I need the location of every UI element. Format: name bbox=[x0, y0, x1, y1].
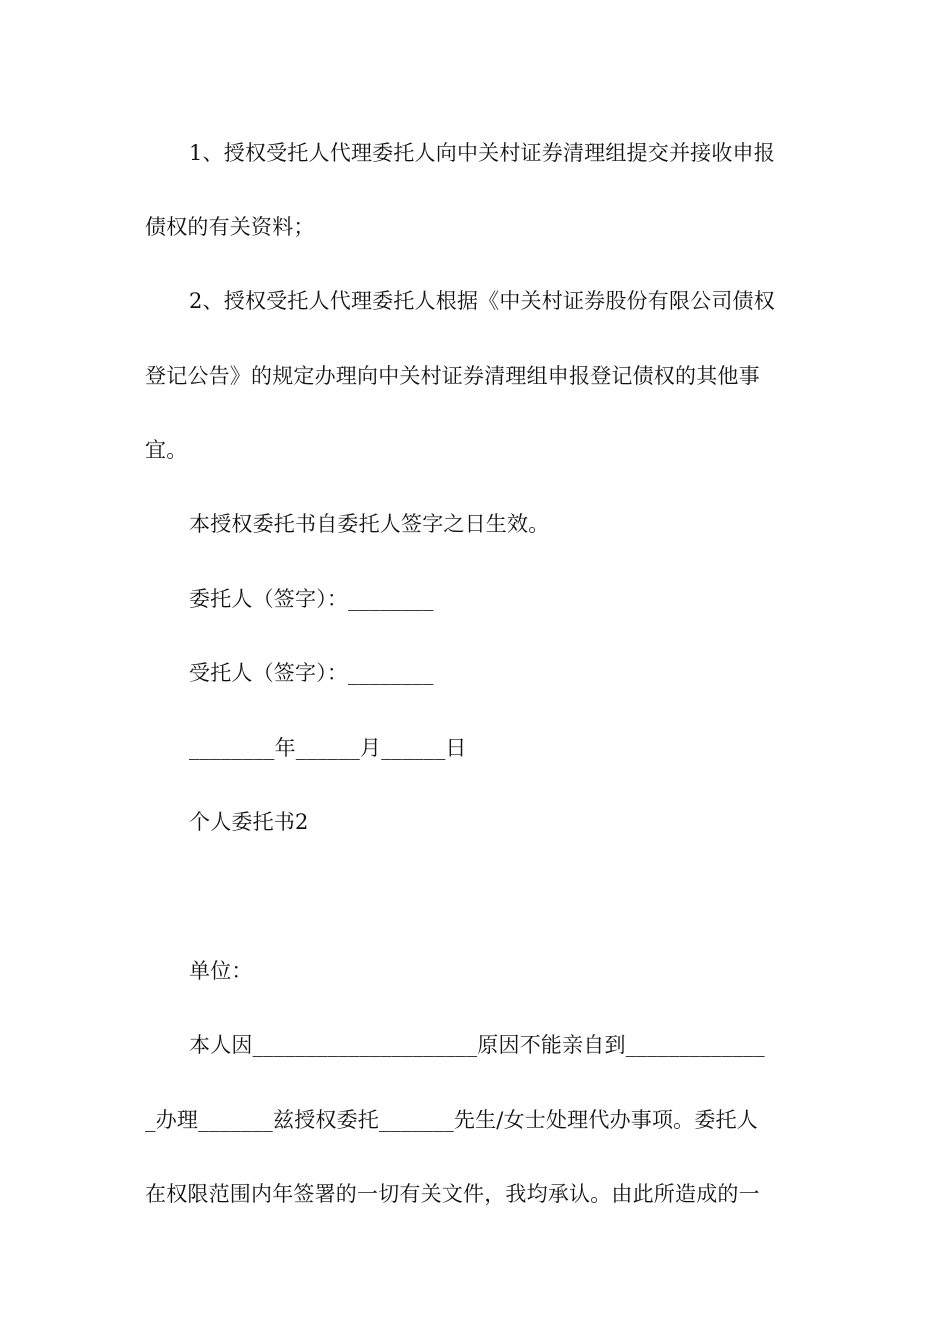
body-line-3: 在权限范围内年签署的一切有关文件，我均承认。由此所造成的一 bbox=[145, 1182, 760, 1206]
section-title: 个人委托书2 bbox=[189, 810, 309, 834]
clause-1-line-2: 债权的有关资料； bbox=[145, 215, 315, 239]
clause-2-line-2: 登记公告》的规定办理向中关村证券清理组申报登记债权的其他事 bbox=[145, 364, 760, 388]
body-line-1: 本人因_____________________原因不能亲自到_____________ bbox=[189, 1033, 765, 1057]
principal-signature-line: 委托人（签字）：________ bbox=[189, 587, 434, 611]
unit-label: 单位： bbox=[189, 959, 253, 983]
clause-2-line-3: 宜。 bbox=[145, 438, 188, 462]
body-line-2: _办理_______兹授权委托_______先生/女士处理代办事项。委托人 bbox=[145, 1108, 758, 1132]
clause-2-line-1: 2、授权受托人代理委托人根据《中关村证券股份有限公司债权 bbox=[189, 289, 775, 313]
effective-statement: 本授权委托书自委托人签字之日生效。 bbox=[189, 512, 550, 536]
clause-1-line-1: 1、授权受托人代理委托人向中关村证券清理组提交并接收申报 bbox=[189, 141, 775, 165]
agent-signature-line: 受托人（签字）：________ bbox=[189, 661, 434, 685]
date-line: ________年______月______日 bbox=[189, 736, 467, 760]
